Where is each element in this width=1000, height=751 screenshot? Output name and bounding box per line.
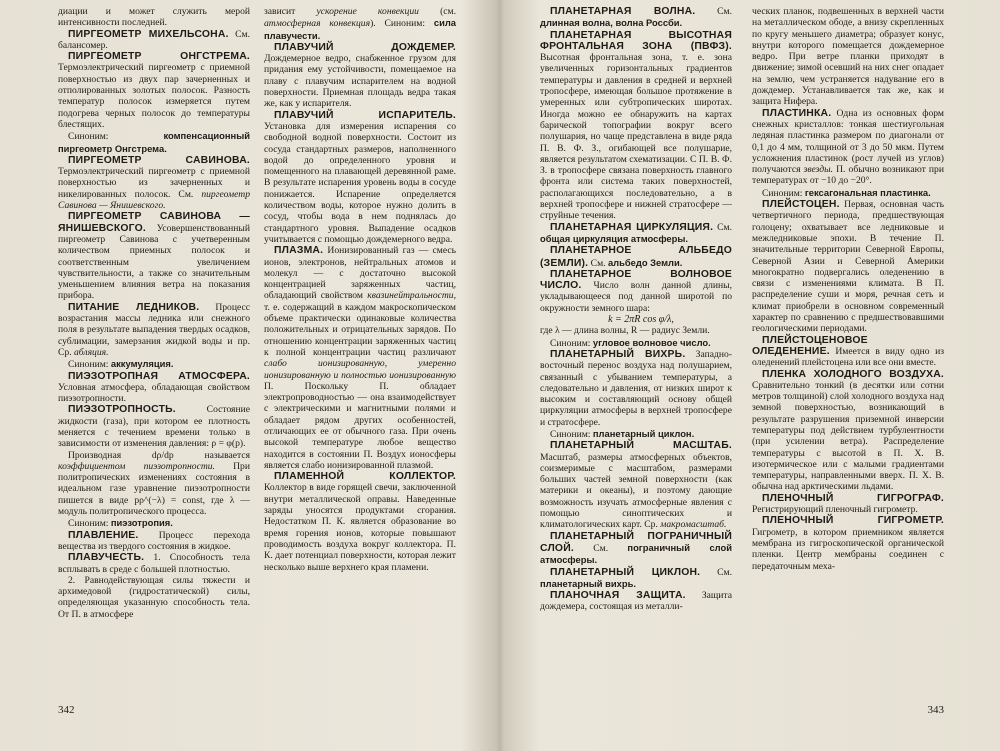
dictionary-entry <box>58 155 250 211</box>
entry-text: При политропических изменениях состояния в идеальном газе уравнение пиэзотропности пишется в виде pρ^(−λ) = const, где λ — модуль политропического процесса. <box>58 460 250 518</box>
italic-term: квазинейтральности, <box>367 290 456 302</box>
italic-term: абляция. <box>74 346 109 358</box>
dictionary-entry <box>58 404 250 449</box>
dictionary-entry <box>752 493 944 516</box>
entry-headword: ПЛЕЙСТОЦЕНОВОЕ ОЛЕДЕНЕНИЕ. <box>752 334 868 357</box>
italic-term: коэффициентом пиэзотропности. <box>58 460 215 472</box>
dictionary-entry <box>264 245 456 471</box>
entry-paragraph <box>264 6 456 42</box>
dictionary-entry <box>264 471 456 573</box>
entry-paragraph <box>58 130 250 155</box>
entry-paragraph <box>752 6 944 108</box>
bold-reference: сила плавучести. <box>264 17 456 41</box>
entry-text: Синоним: <box>762 187 805 199</box>
bold-reference: пограничный слой атмосферы. <box>540 541 732 566</box>
entry-headword: ПЛЕНОЧНЫЙ ГИГРОМЕТР. <box>762 515 944 527</box>
entry-text: Дождемерное ведро, снабженное грузом для придания ему устойчивости, помещаемое на плаву с плавучим испарителем на водной поверхности. Приемная площадь ведра такая же, как у испарителя. <box>264 53 456 110</box>
entry-paragraph <box>58 517 250 529</box>
italic-term: ускорение конвекции <box>316 6 419 17</box>
entry-headword: ПЛАНЕТАРНОЕ ВОЛНОВОЕ ЧИСЛО. <box>540 268 732 292</box>
dictionary-entry <box>264 42 456 110</box>
entry-paragraph <box>58 450 250 518</box>
dictionary-entry <box>58 211 250 301</box>
entry-text: Первая, основная часть четвертичного периода, предшествующая голоцену; охватывает все ледниковые и межледниковые эпохи. В течение П. значительные территории Северной Европы, Северной Азии и Северной Америки многократно подвергались оледенению в связи с изменениями климата. В П. распределение суши и моря, речная сеть и климат приобрели в основном современный характер по сравнению с предшествовавшими геологическими периодами. <box>752 199 944 335</box>
bold-reference: гексагональная пластинка. <box>804 186 931 198</box>
dictionary-entry <box>58 51 250 130</box>
entry-text: Синоним: <box>550 337 593 349</box>
entry-headword: ПИРГЕОМЕТР ОНГСТРЕМА. <box>68 51 250 63</box>
entry-text: П. Поскольку П. обладает электропроводностью — она взаимодействует с электрическими и магнитными полями и обладает рядом других особенностей, отличающих ее от обычного газа. При очень высокой температуре любое вещество находится в состоянии П. Воздух ионосферы является слабо ионизированной плазмой. <box>264 380 456 471</box>
entry-text: 2. Равнодействующая силы тяжести и архимедовой (гидростатической) силы, определяющая указанную способность тела. От П. в атмосфере <box>58 574 250 620</box>
entry-text: Сравнительно тонкий (в десятки или сотни метров толщиной) слой холодного воздуха над земной поверхностью, возникающий в результате разрушения приземной инверсии температуры под действием турбулентности (при усилении ветра). Распределение температуры с высотой в П. Х. В. изотермическое или с малыми градиентами температуры, направленными вверх. П. Х. В. обычна над арктическими льдами. <box>752 379 944 493</box>
dictionary-entry <box>752 108 944 187</box>
entry-text: Ионизированный газ — смесь ионов, электронов, нейтральных атомов и молекул — с достаточно высокой концентрацией заряженных частиц, обладающий свойством <box>264 245 456 302</box>
entry-headword: ПЛАВЛЕНИЕ. <box>68 529 139 541</box>
entry-headword: ПЛАНЕТАРНАЯ ВОЛНА. <box>550 6 696 17</box>
entry-text: Установка для измерения испарения со свободной водной поверхности. Состоит из сосуда стандартных размеров, наполненного водой до определенного уровня и помещенного на плавающей деревянной раме. В результате испарения уровень воды в сосуде понижается. Испарение определяется количеством воды, которое нужно долить в сосуд, чтобы вода в нем поднялась до стандартного уровня. Выпадение осадков учитывается с помощью дождемерного ведра. <box>264 120 456 245</box>
entry-text: Состояние жидкости (газа), при котором ее плотность меняется с течением времени только в зависимости от изменения давления: ρ = φ(p). <box>58 404 250 450</box>
entry-text: Синоним: <box>68 131 164 143</box>
dictionary-entry <box>752 369 944 493</box>
entry-text: Западно-восточный перенос воздуха над полушарием, связанный с убыванием температуры, а следовательно и давления, от низких широт к высоким и составляющий основу общей циркуляции атмосферы в верхней тропосфере и стратосфере. <box>540 348 732 428</box>
entry-text: См. <box>713 221 732 233</box>
entry-text: т. е. содержащий в каждом макроскопическом объеме практически одинаковые количества положительных и отрицательных зарядов. По отношению концентрации заряженных частиц к полной концентрации частиц различают <box>264 301 456 358</box>
bold-reference: общая циркуляция атмосферы. <box>540 232 688 244</box>
bold-reference: пиэзотропия. <box>110 517 173 529</box>
entry-headword: ПЛАНЕТАРНЫЙ МАСШТАБ. <box>550 440 732 452</box>
dictionary-entry <box>58 302 250 358</box>
entry-paragraph <box>540 428 732 440</box>
entry-headword: ПЛАВУЧЕСТЬ. <box>68 552 145 564</box>
entry-headword: ПЛАВУЧИЙ ДОЖДЕМЕР. <box>274 41 456 53</box>
bold-reference: длинная волна, волна Россби. <box>540 17 683 29</box>
right-page <box>540 6 944 741</box>
entry-text: (см. <box>418 6 456 17</box>
italic-term: пиргеометр Савинова — Янишевского. <box>58 188 250 212</box>
bold-reference: планетарный вихрь. <box>540 577 636 589</box>
entry-text: Производная dρ/dp называется <box>68 449 250 461</box>
dictionary-entry <box>540 245 732 269</box>
entry-headword: ПЛЕНКА ХОЛОДНОГО ВОЗДУХА. <box>762 368 944 380</box>
bold-reference: аккумуляция. <box>110 358 174 370</box>
entry-text: Условная атмосфера, обладающая свойством пиэзотропности. <box>58 381 250 405</box>
dictionary-entry <box>752 335 944 369</box>
entry-paragraph <box>540 325 732 336</box>
entry-text: Термоэлектрический пиргеометр с приемной поверхностью из зачерненных и никелированных полосок. См. <box>58 166 250 200</box>
entry-headword: ПИРГЕОМЕТР САВИНОВА — ЯНИШЕВСКОГО. <box>58 211 250 234</box>
entry-headword: ПИЭЗОТРОПНОСТЬ. <box>68 404 176 416</box>
dictionary-entry <box>752 199 944 335</box>
entry-headword: ПЛАНЕТАРНЫЙ ПОГРАНИЧНЫЙ СЛОЙ. <box>540 530 732 554</box>
entry-text: См. балансомер. <box>58 28 250 51</box>
dictionary-entry <box>540 440 732 530</box>
dictionary-entry <box>540 30 732 222</box>
entry-text: Процесс возрастания массы ледника или снежного поля в результате выпадения твердых осадков, сублимации, замерзания жидкой воды и пр. Ср. <box>58 301 250 358</box>
entry-text: Гигрометр, в котором приемником является мембрана из гигроскопической органической пленки. Центр мембраны соединен с передаточным меха- <box>752 526 944 572</box>
entry-text: Число волн данной длины, укладывающееся под данной широтой по окружности земного шара: <box>540 280 732 314</box>
entry-text: Процесс перехода вещества из твердого состояния в жидкое. <box>58 529 250 552</box>
entry-headword: ПЛАНЕТАРНАЯ ЦИРКУЛЯЦИЯ. <box>550 221 714 233</box>
entry-text: 1. Способность тела всплывать в среде с большей плотностью. <box>58 552 250 575</box>
entry-headword: ПИТАНИЕ ЛЕДНИКОВ. <box>68 301 200 313</box>
entry-text: См. <box>700 566 732 578</box>
bold-reference: угловое волновое число. <box>592 336 711 348</box>
italic-term: атмосферная конвекция <box>264 18 371 30</box>
entry-headword: ПЛАНЕТАРНОЕ АЛЬБЕДО (ЗЕМЛИ). <box>540 245 732 269</box>
entry-text: Одна из основных форм снежных кристаллов: тонкая шестиугольная ледяная пластинка размером по диагонали от 0,1 до 4 мм, толщиной от 3 до 50 мкм. Путем усложнения пластинок (рост лучей из углов) получаются <box>752 107 944 176</box>
entry-headword: ПЛАЗМА. <box>274 245 324 257</box>
right-page-column-1 <box>540 6 732 696</box>
entry-text: См. <box>573 542 628 554</box>
entry-text: диации и может служить мерой интенсивности последней. <box>58 6 250 29</box>
dictionary-entry <box>540 590 732 613</box>
entry-headword: ПИЭЗОТРОПНАЯ АТМОСФЕРА. <box>68 370 250 382</box>
italic-term: слабо ионизированную, умеренно ионизированную и полностью ионизированную <box>264 358 456 381</box>
page-number: 343 <box>927 704 944 716</box>
entry-text: Регистрирующий пленочный гигрометр. <box>752 504 918 516</box>
entry-headword: ПИРГЕОМЕТР МИХЕЛЬСОНА. <box>68 28 229 40</box>
entry-headword: ПЛАНЕТАРНЫЙ ВИХРЬ. <box>550 348 686 360</box>
bold-reference: компенсационный пиргеометр Онгстрема. <box>58 130 250 154</box>
dictionary-entry <box>540 531 732 567</box>
left-page-column-2 <box>264 6 456 696</box>
entry-text: Высотная фронтальная зона, т. е. зона увеличенных горизонтальных градиентов температуры и давления в средней и верхней тропосфере, имеющая большое протяжение в умеренных или субтропических широтах. Иногда можно ее обнаружить на картах барической топографии вокруг всего полушария, но чаще представлена в виде ряда П. В. Ф. З., огибающей все полушарие, является результатом схематизации. С П. В. Ф. З. в тропосфере связана поверхность главного фронта или система таких поверхностей, располагающихся последовательно, а в верхней тропосфере и нижней стратосфере — струйные течения. <box>540 52 732 222</box>
entry-headword: ПЛАВУЧИЙ ИСПАРИТЕЛЬ. <box>274 109 456 121</box>
entry-paragraph <box>58 6 250 29</box>
entry-text: П. обычно возникают при температурах от −10 до −20°. <box>752 164 944 187</box>
entry-text: Синоним: <box>68 359 111 371</box>
dictionary-entry <box>58 530 250 553</box>
entry-text: См. <box>588 257 608 269</box>
dictionary-entry <box>58 29 250 52</box>
dictionary-entry <box>540 6 732 30</box>
entry-headword: ПЛЕНОЧНЫЙ ГИГРОГРАФ. <box>762 492 944 504</box>
left-page <box>58 6 458 741</box>
entry-text: ческих планок, подвешенных в верхней части на металлическом ободе, а внизу скрепленных по кругу меньшего диаметра; образует конус, внутри которого помещается дождемерное ведро. При ветре планки приходят в движение; зимой осевший на них снег опадает на землю, чем устраняется надувание его в дождемер. Устанавливается так же, как и защита Нифера. <box>752 6 944 108</box>
dictionary-entry <box>540 567 732 591</box>
entry-text: Усовершенствованный пиргеометр Савинова с учетверенным количеством приемных полосок и соответственным увеличением чувствительности, а также со значительным уменьшением влияния ветра на показания прибора. <box>58 222 250 302</box>
entry-text: Синоним: <box>68 518 111 530</box>
bold-reference: планетарный циклон. <box>592 427 695 439</box>
entry-headword: ПЛАНЕТАРНЫЙ ЦИКЛОН. <box>550 566 701 578</box>
dictionary-entry <box>58 552 250 575</box>
entry-headword: ПЛАНЕТАРНАЯ ВЫСОТНАЯ ФРОНТАЛЬНАЯ ЗОНА (ПВФЗ). <box>540 29 732 52</box>
dictionary-entry <box>752 515 944 571</box>
page-number: 342 <box>58 704 75 716</box>
entry-paragraph <box>58 358 250 370</box>
formula: k = 2πR cos φ/λ, <box>608 314 674 326</box>
entry-text: Коллектор в виде горящей свечи, заключенной внутри металлической оправы. Наведенные заряды уносятся продуктами сгорания. Недостатком П. К. является образование во время горения ионов, которые повышают проводимость воздуха вокруг коллектора. П. К. дает потенциал поверхности, которая лежит несколько выше верхнего края пламени. <box>264 482 456 573</box>
dictionary-entry <box>540 349 732 428</box>
entry-headword: ПЛАНОЧНАЯ ЗАЩИТА. <box>550 590 686 602</box>
dictionary-entry <box>58 371 250 405</box>
dictionary-entry <box>264 110 456 246</box>
bold-reference: альбедо Земли. <box>607 256 683 268</box>
entry-paragraph <box>540 337 732 349</box>
entry-text: Защита дождемера, состоящая из металли- <box>540 590 732 613</box>
entry-text: Синоним: <box>550 428 593 440</box>
entry-text: Термоэлектрический пиргеометр с приемной поверхностью из двух пар зачерненных и отполированных золотых полосок. Разность температур полосок измеряется путем подогрева черных полосок до температуры блестящих. <box>58 62 250 130</box>
entry-headword: ПИРГЕОМЕТР САВИНОВА. <box>68 154 250 166</box>
left-page-column-1 <box>58 6 250 696</box>
entry-headword: ПЛЕЙСТОЦЕН. <box>762 199 840 211</box>
entry-paragraph <box>752 187 944 199</box>
entry-text: Имеется в виду одно из оледенений плейстоцена или все они вместе. <box>752 345 944 369</box>
entry-text: См. <box>695 6 732 17</box>
entry-headword: ПЛАМЕННОЙ КОЛЛЕКТОР. <box>274 471 456 483</box>
right-page-column-2 <box>752 6 944 696</box>
dictionary-entry <box>540 269 732 314</box>
italic-term: звезды. <box>803 164 833 176</box>
entry-text: ). Синоним: <box>370 18 434 30</box>
entry-headword: ПЛАСТИНКА. <box>762 107 832 119</box>
italic-term: макромасштаб. <box>660 519 727 531</box>
entry-text: где λ — длина волны, R — радиус Земли. <box>540 325 710 337</box>
dictionary-entry <box>540 222 732 246</box>
entry-text: зависит <box>264 6 317 17</box>
entry-paragraph <box>58 575 250 620</box>
entry-text: Масштаб, размеры атмосферных объектов, соизмеримые с масштабом, размерами больших частей земной поверхности (как материки и океаны), и поэтому дающие возможность изучать атмосферные явления с помощью синоптических и климатологических карт. Ср. <box>540 451 732 531</box>
